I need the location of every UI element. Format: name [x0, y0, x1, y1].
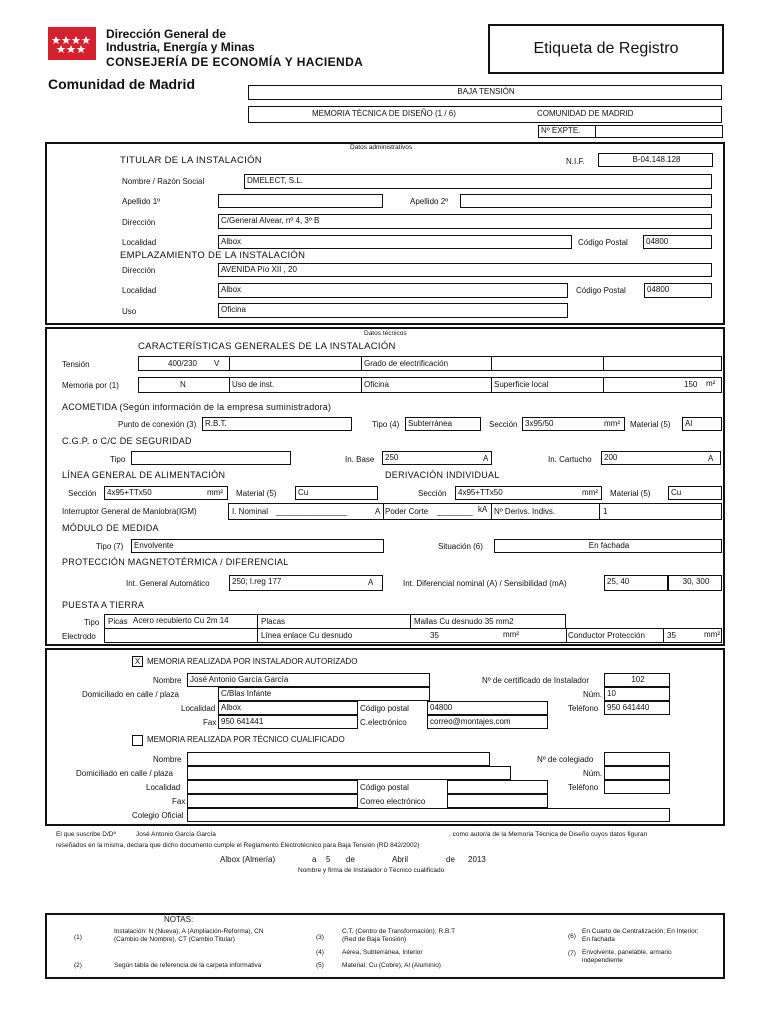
emp-cp-label: Código Postal: [576, 286, 626, 295]
nota-t6a: En Cuarto de Centralización; En Interior;: [582, 928, 699, 935]
apellido1-label: Apellido 1º: [122, 197, 161, 206]
tipo7-field[interactable]: Envolvente: [131, 539, 384, 553]
inst-cert-field[interactable]: 102: [604, 673, 670, 687]
tipo4-label: Tipo (4): [372, 420, 400, 429]
apellido1-field[interactable]: [218, 194, 383, 208]
nota-n7: (7): [568, 950, 576, 957]
tec-colegio-label: Colegio Oficial: [132, 811, 184, 820]
di-material-field[interactable]: Cu: [668, 486, 722, 500]
decl-de2: de: [446, 855, 455, 864]
check-instalador-label: MEMORIA REALIZADA POR INSTALADOR AUTORIZADO: [147, 657, 358, 666]
decl-year: 2013: [468, 855, 486, 864]
uso-inst-label: Uso de inst.: [232, 380, 275, 389]
nota-n4: (4): [316, 949, 324, 956]
nota-t5: Material; Cu (Cobre), Al (Aluminio): [342, 962, 441, 969]
punto-label: Punto de conexión (3): [118, 420, 197, 429]
tierra-div1: [257, 614, 258, 629]
org-line2: Industria, Energía y Minas: [106, 40, 255, 54]
inst-cert-label: Nº de certificado de Instalador: [482, 676, 589, 685]
org-line3: CONSEJERÍA DE ECONOMÍA Y HACIENDA: [106, 55, 364, 69]
cgp-tipo-label: Tipo: [110, 455, 126, 464]
picas-label: Picas: [108, 617, 128, 626]
n-derivs-label: Nº Derivs. Indivs.: [494, 507, 556, 516]
admin-section-title: Datos administrativos: [350, 144, 413, 151]
emp-direccion-field[interactable]: AVENIDA Pío XII , 20: [218, 263, 712, 277]
n-derivs-value[interactable]: 1: [603, 507, 608, 516]
nota-n2: (2): [74, 962, 82, 969]
inst-email-label: C.electrónico: [360, 718, 407, 727]
check-tecnico[interactable]: [132, 735, 143, 746]
uso-inst-value[interactable]: Oficina: [364, 380, 389, 389]
decl-day: 5: [326, 855, 331, 864]
picas-value[interactable]: Acero recubierto Cu 2m 14: [133, 616, 229, 625]
inst-nombre-field[interactable]: José Antonio García García: [187, 673, 430, 687]
apellido2-field[interactable]: [460, 194, 712, 208]
memoria-por-value[interactable]: N: [180, 380, 186, 389]
emp-localidad-label: Localidad: [122, 286, 157, 295]
nombre-field[interactable]: DMELECT, S.L.: [244, 174, 712, 189]
di-heading: DERIVACIÓN INDIVIDUAL: [385, 470, 500, 480]
nota-t3b: (Red de Baja Tensión): [342, 936, 407, 943]
tec-email-field[interactable]: [447, 794, 548, 808]
seccion-acom-unit: mm²: [604, 419, 620, 428]
nota-t7b: independiente: [582, 957, 623, 964]
placas-label: Placas: [261, 617, 286, 626]
tec-email-label: Correo electrónico: [360, 797, 426, 806]
nota-t7a: Envolvente, panelable, armario: [582, 949, 672, 956]
titular-heading: TITULAR DE LA INSTALACIÓN: [120, 155, 262, 166]
tierra-div2: [410, 614, 411, 629]
i-nominal-value[interactable]: ________________: [276, 507, 348, 516]
tec-colegiado-label: Nº de colegiado: [537, 755, 594, 764]
int-general-unit: A: [368, 578, 374, 587]
memoria-div1: [229, 377, 230, 393]
notas-title: NOTAS:: [164, 915, 194, 924]
tec-num-field[interactable]: [604, 766, 670, 780]
nota-n3: (3): [316, 934, 324, 941]
inst-fax-field[interactable]: 950 641441: [218, 715, 358, 729]
apellido2-label: Apellido 2º: [410, 197, 449, 206]
tension-div3: [491, 356, 492, 371]
poder-corte-unit: kA: [478, 505, 488, 514]
nota-t4: Aérea, Subterránea, Interior: [342, 949, 423, 956]
inst-telefono-field[interactable]: 950 641440: [604, 701, 670, 715]
cgp-tipo-field[interactable]: [131, 451, 291, 465]
material-acom-field[interactable]: Al: [682, 417, 722, 431]
tec-colegiado-field[interactable]: [604, 752, 670, 766]
declaration-suffix: , como autor/a de la Memoria Técnica de Diseño cuyos datos figuran: [449, 831, 648, 838]
nota-t1b: (Cambio de Nombre), CT (Cambio Titular): [114, 936, 235, 943]
comunidad-madrid-logo: [48, 27, 96, 60]
check-instalador[interactable]: X: [132, 656, 143, 667]
tec-localidad-field[interactable]: [187, 780, 358, 794]
cgp-heading: C.G.P. o C/C DE SEGURIDAD: [62, 436, 192, 446]
linea-enlace-value[interactable]: 35: [430, 631, 439, 640]
tipo4-field[interactable]: Subterránea: [405, 417, 481, 431]
decl-de1: de: [346, 855, 355, 864]
expte-label: Nº EXPTE.: [538, 125, 596, 138]
memoria-div2: [361, 377, 362, 393]
memoria-label: MEMORIA TÉCNICA DE DISEÑO (1 / 6): [312, 109, 456, 118]
etiqueta-title: Etiqueta de Registro: [533, 40, 679, 57]
inst-domicilio-field[interactable]: C/Blas Infante: [218, 687, 430, 701]
memoria-row: [138, 377, 722, 393]
di-seccion-unit: mm²: [582, 488, 598, 497]
in-base-label: In. Base: [345, 455, 375, 464]
tec-num-label: Núm.: [583, 769, 603, 778]
tech-section-title: Datos técnicos: [364, 330, 407, 337]
uso-field[interactable]: Oficina: [218, 303, 568, 318]
in-cartucho-field[interactable]: 200: [601, 451, 721, 465]
cp-label: Código Postal: [578, 238, 628, 247]
lga-seccion-unit: mm²: [207, 488, 223, 497]
inst-domicilio-label: Domiciliado en calle / plaza: [82, 690, 179, 699]
localidad-label: Localidad: [122, 238, 157, 247]
inst-localidad-field[interactable]: Albox: [218, 701, 358, 715]
grado-label: Grado de electrificación: [364, 359, 449, 368]
tec-telefono-label: Teléfono: [568, 783, 599, 792]
emplazamiento-heading: EMPLAZAMIENTO DE LA INSTALACIÓN: [120, 250, 306, 261]
nota-n1: (1): [74, 934, 82, 941]
emp-localidad-field[interactable]: Albox: [218, 283, 568, 298]
nota-t3a: C.T. (Centro de Transformación); R.B.T: [342, 928, 456, 935]
proteccion-heading: PROTECCIÓN MAGNETOTÉRMICA / DIFERENCIAL: [62, 557, 289, 567]
in-cartucho-unit: A: [708, 454, 714, 463]
tierra-tipo-label: Tipo: [84, 618, 100, 627]
lga-seccion-label: Sección: [68, 489, 97, 498]
acometida-heading: ACOMETIDA (Según información de la empresa suministradora): [62, 402, 332, 412]
tec-localidad-label: Localidad: [146, 783, 181, 792]
inst-localidad-label: Localidad: [181, 704, 216, 713]
linea-enlace-unit: mm²: [503, 630, 519, 639]
electrodo-label: Electrodo: [62, 632, 96, 641]
declaration-prefix: El que suscribe D/Dª: [56, 831, 116, 838]
nombre-label: Nombre / Razón Social: [122, 177, 205, 186]
seccion-acom-label: Sección: [489, 420, 518, 429]
inst-cp-field[interactable]: 04800: [427, 701, 548, 715]
tec-fax-field[interactable]: [187, 794, 358, 808]
modulo-heading: MÓDULO DE MEDIDA: [62, 523, 159, 533]
lga-material-field[interactable]: Cu: [295, 486, 378, 500]
decl-a: a: [312, 855, 317, 864]
cp-field[interactable]: 04800: [643, 235, 712, 249]
nif-field[interactable]: B-04.148.128: [598, 153, 713, 167]
i-nominal-unit: A: [375, 507, 381, 516]
poder-corte-value[interactable]: ________: [437, 507, 473, 516]
i-nominal-label: I. Nominal: [232, 507, 269, 516]
baja-tension-bar: BAJA TENSIÓN: [248, 85, 722, 100]
direccion-label: Dirección: [122, 218, 156, 227]
nota-n6: (6): [568, 933, 576, 940]
lga-material-label: Material (5): [236, 489, 277, 498]
inst-telefono-label: Teléfono: [568, 704, 599, 713]
tec-nombre-field[interactable]: [187, 752, 490, 766]
nota-n5: (5): [316, 962, 324, 969]
caracteristicas-heading: CARACTERÍSTICAS GENERALES DE LA INSTALACIÓN: [138, 341, 396, 352]
tension-unit: V: [214, 359, 220, 368]
tec-domicilio-label: Domiciliado en calle / plaza: [76, 769, 173, 778]
tec-cp-label: Código postal: [360, 783, 409, 792]
linea-enlace-label: Línea enlace Cu desnudo: [261, 631, 353, 640]
nif-label: N.I.F.: [566, 157, 585, 166]
di-material-label: Material (5): [610, 489, 651, 498]
conductor-value[interactable]: 35: [667, 631, 676, 640]
superficie-label: Superficie local: [494, 380, 549, 389]
declaration-line2: reseñados en la misma, declara que dicho documento cumple el Reglamento Electrotécnico para Baja Tensión (RD 842/2002): [56, 842, 420, 849]
situacion-label: Situación (6): [438, 542, 483, 551]
superficie-value[interactable]: 150: [684, 380, 698, 389]
igm-div3: [599, 503, 600, 520]
inst-email-field[interactable]: correo@montajes.com: [427, 715, 548, 729]
memoria-por-label: Memoria por (1): [62, 381, 119, 390]
material-acom-label: Material (5): [630, 420, 671, 429]
tec-fax-label: Fax: [172, 797, 186, 806]
seccion-acom-field[interactable]: 3x95/50: [522, 417, 625, 431]
tension-div4: [603, 356, 604, 371]
localidad-field[interactable]: Albox: [218, 235, 572, 249]
memoria-div3: [491, 377, 492, 393]
nota-t6b: En fachada: [582, 936, 615, 943]
lga-heading: LÍNEA GENERAL DE ALIMENTACIÓN: [62, 470, 226, 480]
inst-fax-label: Fax: [203, 718, 217, 727]
memoria-div4: [603, 377, 604, 393]
tipo7-label: Tipo (7): [96, 542, 124, 551]
tension-div2: [361, 356, 362, 371]
punto-field[interactable]: R.B.T.: [202, 417, 352, 431]
direccion-field[interactable]: C/General Alvear, nº 4, 3º B: [218, 214, 712, 229]
tension-div1: [229, 356, 230, 371]
tierra-div4: [566, 628, 567, 643]
emp-direccion-label: Dirección: [122, 266, 156, 275]
tierra-heading: PUESTA A TIERRA: [62, 600, 145, 610]
igm-label: Interruptor General de Maniobra(IGM): [62, 507, 197, 516]
conductor-unit: mm²: [704, 630, 720, 639]
superficie-unit: m²: [706, 379, 716, 388]
nota-t1a: Instalación: N (Nueva), A (Ampliación-Reforma), CN: [114, 928, 264, 935]
di-seccion-label: Sección: [418, 489, 447, 498]
uso-label: Uso: [122, 307, 137, 316]
tension-label: Tensión: [62, 360, 90, 369]
check-tecnico-label: MEMORIA REALIZADA POR TÉCNICO CUALIFICADO: [147, 735, 345, 744]
igm-div1: [383, 503, 384, 520]
int-general-field[interactable]: 250; I.reg 177: [229, 575, 383, 591]
region-title: Comunidad de Madrid: [48, 76, 195, 92]
emp-cp-field[interactable]: 04800: [644, 283, 712, 298]
mallas-value[interactable]: Mallas Cu desnudo 35 mm2: [414, 617, 514, 626]
tec-telefono-field[interactable]: [604, 780, 670, 794]
inst-cp-label: Código postal: [360, 704, 409, 713]
in-cartucho-label: In. Cartucho: [548, 455, 592, 464]
tension-value[interactable]: 400/230: [168, 359, 197, 368]
lga-seccion-field[interactable]: 4x95+TTx50: [104, 486, 228, 500]
nota-t2: Según tabla de referencia de la carpeta informativa: [114, 962, 262, 969]
declaration-name: José Antonio García García: [136, 831, 216, 838]
in-base-unit: A: [483, 454, 489, 463]
decl-month: Abril: [392, 855, 409, 864]
igm-div2: [491, 503, 492, 520]
int-dif-label: Int. Diferencial nominal (A) / Sensibilidad (mA): [403, 579, 567, 588]
int-dif-a-field[interactable]: 25, 40: [604, 575, 668, 591]
inst-nombre-label: Nombre: [153, 676, 182, 685]
in-base-field[interactable]: 250: [382, 451, 492, 465]
inst-num-label: Núm.: [583, 690, 603, 699]
int-dif-ma-field[interactable]: 30, 300: [668, 575, 722, 591]
decl-place: Albox (Almería): [220, 855, 276, 864]
poder-corte-label: Poder Corte: [385, 507, 429, 516]
conductor-label: Conductor Protección: [568, 631, 645, 640]
situacion-field[interactable]: En fachada: [494, 539, 722, 553]
int-general-label: Int. General Automático: [126, 579, 210, 588]
tec-cp-field[interactable]: [447, 780, 548, 794]
tierra-div3: [257, 628, 258, 643]
tierra-div5: [663, 628, 664, 643]
tec-domicilio-field[interactable]: [187, 766, 511, 780]
di-seccion-field[interactable]: 4x95+TTx50: [455, 486, 602, 500]
tec-colegio-field[interactable]: [187, 808, 670, 822]
org-line1: Dirección General de: [106, 27, 227, 41]
decl-firma: Nombre y firma de Instalador o Técnico cualificado: [298, 867, 445, 874]
tec-nombre-label: Nombre: [153, 755, 182, 764]
comunidad-label: COMUNIDAD DE MADRID: [537, 109, 634, 118]
inst-num-field[interactable]: 10: [604, 687, 670, 701]
expte-input[interactable]: [595, 125, 723, 138]
